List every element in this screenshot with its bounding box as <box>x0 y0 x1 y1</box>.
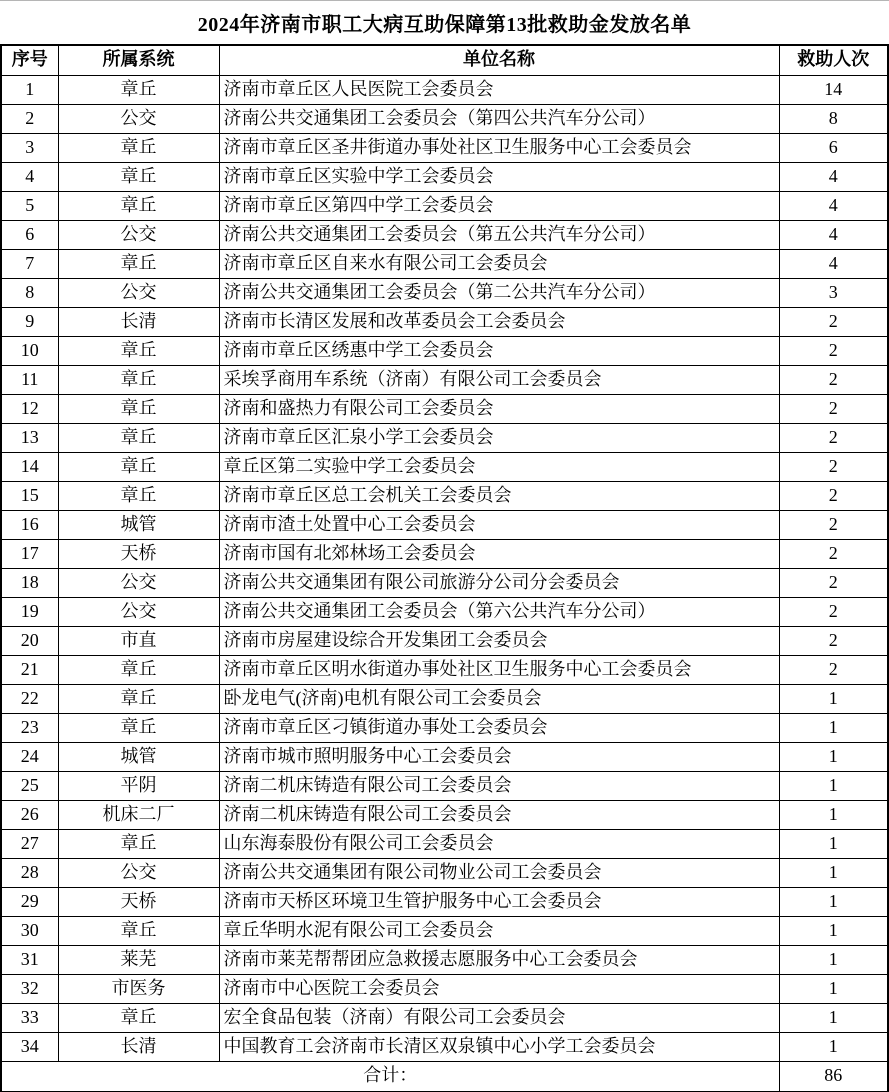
cell-index: 2 <box>1 104 58 133</box>
table-row <box>1 916 888 945</box>
table-row <box>1 1032 888 1061</box>
cell-system: 章丘 <box>58 684 219 713</box>
cell-unit: 济南市章丘区自来水有限公司工会委员会 <box>219 249 779 278</box>
cell-count: 4 <box>779 162 888 191</box>
cell-count: 1 <box>779 945 888 974</box>
cell-count: 1 <box>779 887 888 916</box>
cell-index: 32 <box>1 974 58 1003</box>
cell-unit: 济南二机床铸造有限公司工会委员会 <box>219 771 779 800</box>
table-row <box>1 597 888 626</box>
cell-unit: 济南市渣土处置中心工会委员会 <box>219 510 779 539</box>
table-row <box>1 800 888 829</box>
cell-count: 2 <box>779 336 888 365</box>
cell-count: 2 <box>779 597 888 626</box>
cell-system: 公交 <box>58 220 219 249</box>
table-row <box>1 771 888 800</box>
cell-index: 27 <box>1 829 58 858</box>
cell-index: 20 <box>1 626 58 655</box>
cell-index: 28 <box>1 858 58 887</box>
header-index: 序号 <box>1 45 58 75</box>
cell-system: 莱芜 <box>58 945 219 974</box>
cell-index: 17 <box>1 539 58 568</box>
cell-system: 章丘 <box>58 655 219 684</box>
cell-system: 城管 <box>58 510 219 539</box>
cell-system: 章丘 <box>58 481 219 510</box>
cell-unit: 章丘区第二实验中学工会委员会 <box>219 452 779 481</box>
cell-count: 6 <box>779 133 888 162</box>
table-row <box>1 278 888 307</box>
cell-index: 11 <box>1 365 58 394</box>
cell-system: 天桥 <box>58 887 219 916</box>
cell-system: 章丘 <box>58 452 219 481</box>
cell-system: 机床二厂 <box>58 800 219 829</box>
table-row <box>1 452 888 481</box>
cell-index: 5 <box>1 191 58 220</box>
table-row <box>1 365 888 394</box>
cell-index: 24 <box>1 742 58 771</box>
cell-system: 章丘 <box>58 336 219 365</box>
cell-unit: 济南市章丘区总工会机关工会委员会 <box>219 481 779 510</box>
cell-system: 天桥 <box>58 539 219 568</box>
total-value: 86 <box>779 1061 888 1092</box>
cell-count: 2 <box>779 481 888 510</box>
cell-count: 2 <box>779 365 888 394</box>
cell-count: 2 <box>779 423 888 452</box>
cell-system: 章丘 <box>58 713 219 742</box>
table-header <box>1 45 888 75</box>
cell-system: 长清 <box>58 1032 219 1061</box>
cell-index: 7 <box>1 249 58 278</box>
table-footer <box>1 1061 888 1092</box>
table-row <box>1 220 888 249</box>
footer-row <box>1 1061 888 1092</box>
table-row <box>1 481 888 510</box>
cell-system: 章丘 <box>58 162 219 191</box>
cell-count: 2 <box>779 394 888 423</box>
table-row <box>1 191 888 220</box>
cell-unit: 济南公共交通集团工会委员会（第五公共汽车分公司） <box>219 220 779 249</box>
cell-index: 3 <box>1 133 58 162</box>
table-row <box>1 336 888 365</box>
table-row <box>1 394 888 423</box>
cell-system: 市直 <box>58 626 219 655</box>
cell-unit: 济南市国有北郊林场工会委员会 <box>219 539 779 568</box>
cell-system: 章丘 <box>58 191 219 220</box>
cell-count: 2 <box>779 307 888 336</box>
cell-unit: 济南市章丘区绣惠中学工会委员会 <box>219 336 779 365</box>
cell-system: 公交 <box>58 104 219 133</box>
cell-system: 章丘 <box>58 916 219 945</box>
cell-unit: 宏全食品包装（济南）有限公司工会委员会 <box>219 1003 779 1032</box>
cell-unit: 济南公共交通集团工会委员会（第四公共汽车分公司） <box>219 104 779 133</box>
table-row <box>1 249 888 278</box>
cell-index: 23 <box>1 713 58 742</box>
header-system: 所属系统 <box>58 45 219 75</box>
cell-system: 市医务 <box>58 974 219 1003</box>
cell-index: 4 <box>1 162 58 191</box>
cell-count: 2 <box>779 626 888 655</box>
cell-count: 14 <box>779 75 888 104</box>
cell-system: 公交 <box>58 597 219 626</box>
cell-unit: 济南市章丘区人民医院工会委员会 <box>219 75 779 104</box>
cell-count: 1 <box>779 742 888 771</box>
header-count: 救助人次 <box>779 45 888 75</box>
cell-count: 2 <box>779 655 888 684</box>
cell-unit: 济南公共交通集团工会委员会（第二公共汽车分公司） <box>219 278 779 307</box>
cell-system: 章丘 <box>58 394 219 423</box>
cell-count: 1 <box>779 713 888 742</box>
cell-system: 长清 <box>58 307 219 336</box>
table-row <box>1 1003 888 1032</box>
cell-count: 1 <box>779 771 888 800</box>
cell-system: 章丘 <box>58 249 219 278</box>
cell-index: 25 <box>1 771 58 800</box>
table-row <box>1 75 888 104</box>
table-row <box>1 742 888 771</box>
cell-unit: 济南二机床铸造有限公司工会委员会 <box>219 800 779 829</box>
cell-system: 章丘 <box>58 423 219 452</box>
cell-count: 1 <box>779 800 888 829</box>
cell-index: 13 <box>1 423 58 452</box>
cell-unit: 山东海泰股份有限公司工会委员会 <box>219 829 779 858</box>
cell-count: 1 <box>779 1003 888 1032</box>
cell-unit: 济南市房屋建设综合开发集团工会委员会 <box>219 626 779 655</box>
cell-index: 34 <box>1 1032 58 1061</box>
cell-unit: 济南市天桥区环境卫生管护服务中心工会委员会 <box>219 887 779 916</box>
cell-index: 10 <box>1 336 58 365</box>
cell-index: 26 <box>1 800 58 829</box>
table-row <box>1 829 888 858</box>
cell-unit: 济南市莱芜帮帮团应急救援志愿服务中心工会委员会 <box>219 945 779 974</box>
cell-system: 公交 <box>58 858 219 887</box>
cell-count: 1 <box>779 829 888 858</box>
table-row <box>1 858 888 887</box>
cell-index: 29 <box>1 887 58 916</box>
total-label: 合计： <box>1 1061 779 1092</box>
cell-system: 章丘 <box>58 1003 219 1032</box>
cell-index: 12 <box>1 394 58 423</box>
cell-count: 1 <box>779 974 888 1003</box>
table-row <box>1 162 888 191</box>
cell-count: 1 <box>779 916 888 945</box>
cell-index: 15 <box>1 481 58 510</box>
table-row <box>1 887 888 916</box>
cell-unit: 济南市中心医院工会委员会 <box>219 974 779 1003</box>
cell-index: 14 <box>1 452 58 481</box>
table-row <box>1 655 888 684</box>
cell-unit: 济南公共交通集团工会委员会（第六公共汽车分公司） <box>219 597 779 626</box>
cell-count: 1 <box>779 858 888 887</box>
cell-count: 2 <box>779 510 888 539</box>
cell-count: 4 <box>779 249 888 278</box>
cell-count: 4 <box>779 220 888 249</box>
cell-unit: 卧龙电气(济南)电机有限公司工会委员会 <box>219 684 779 713</box>
cell-unit: 济南市城市照明服务中心工会委员会 <box>219 742 779 771</box>
cell-unit: 采埃孚商用车系统（济南）有限公司工会委员会 <box>219 365 779 394</box>
cell-index: 1 <box>1 75 58 104</box>
cell-unit: 济南市章丘区圣井街道办事处社区卫生服务中心工会委员会 <box>219 133 779 162</box>
cell-unit: 济南公共交通集团有限公司旅游分公司分会委员会 <box>219 568 779 597</box>
table-row <box>1 568 888 597</box>
cell-index: 16 <box>1 510 58 539</box>
cell-count: 2 <box>779 568 888 597</box>
cell-unit: 章丘华明水泥有限公司工会委员会 <box>219 916 779 945</box>
cell-unit: 济南市章丘区刁镇街道办事处工会委员会 <box>219 713 779 742</box>
cell-count: 1 <box>779 684 888 713</box>
table-row <box>1 539 888 568</box>
table-row <box>1 626 888 655</box>
cell-system: 章丘 <box>58 829 219 858</box>
header-unit: 单位名称 <box>219 45 779 75</box>
cell-system: 公交 <box>58 278 219 307</box>
cell-unit: 济南市章丘区汇泉小学工会委员会 <box>219 423 779 452</box>
cell-index: 9 <box>1 307 58 336</box>
cell-index: 22 <box>1 684 58 713</box>
cell-count: 1 <box>779 1032 888 1061</box>
cell-index: 30 <box>1 916 58 945</box>
cell-index: 21 <box>1 655 58 684</box>
cell-count: 8 <box>779 104 888 133</box>
cell-count: 3 <box>779 278 888 307</box>
cell-system: 公交 <box>58 568 219 597</box>
page-title: 2024年济南市职工大病互助保障第13批救助金发放名单 <box>0 0 889 44</box>
cell-unit: 济南和盛热力有限公司工会委员会 <box>219 394 779 423</box>
cell-count: 2 <box>779 452 888 481</box>
cell-system: 平阴 <box>58 771 219 800</box>
header-row <box>1 45 888 75</box>
cell-index: 33 <box>1 1003 58 1032</box>
cell-index: 19 <box>1 597 58 626</box>
cell-unit: 济南公共交通集团有限公司物业公司工会委员会 <box>219 858 779 887</box>
cell-count: 2 <box>779 539 888 568</box>
table-row <box>1 133 888 162</box>
table-row <box>1 307 888 336</box>
cell-count: 4 <box>779 191 888 220</box>
table-row <box>1 423 888 452</box>
cell-system: 章丘 <box>58 75 219 104</box>
cell-unit: 济南市长清区发展和改革委员会工会委员会 <box>219 307 779 336</box>
cell-unit: 济南市章丘区明水街道办事处社区卫生服务中心工会委员会 <box>219 655 779 684</box>
table-row <box>1 974 888 1003</box>
roster-table <box>0 44 889 1092</box>
cell-index: 18 <box>1 568 58 597</box>
cell-index: 8 <box>1 278 58 307</box>
cell-index: 31 <box>1 945 58 974</box>
cell-system: 城管 <box>58 742 219 771</box>
table-row <box>1 684 888 713</box>
cell-index: 6 <box>1 220 58 249</box>
cell-system: 章丘 <box>58 133 219 162</box>
cell-unit: 济南市章丘区第四中学工会委员会 <box>219 191 779 220</box>
table-body <box>1 75 888 1061</box>
table-row <box>1 104 888 133</box>
table-row <box>1 945 888 974</box>
cell-system: 章丘 <box>58 365 219 394</box>
cell-unit: 中国教育工会济南市长清区双泉镇中心小学工会委员会 <box>219 1032 779 1061</box>
table-row <box>1 713 888 742</box>
cell-unit: 济南市章丘区实验中学工会委员会 <box>219 162 779 191</box>
table-row <box>1 510 888 539</box>
